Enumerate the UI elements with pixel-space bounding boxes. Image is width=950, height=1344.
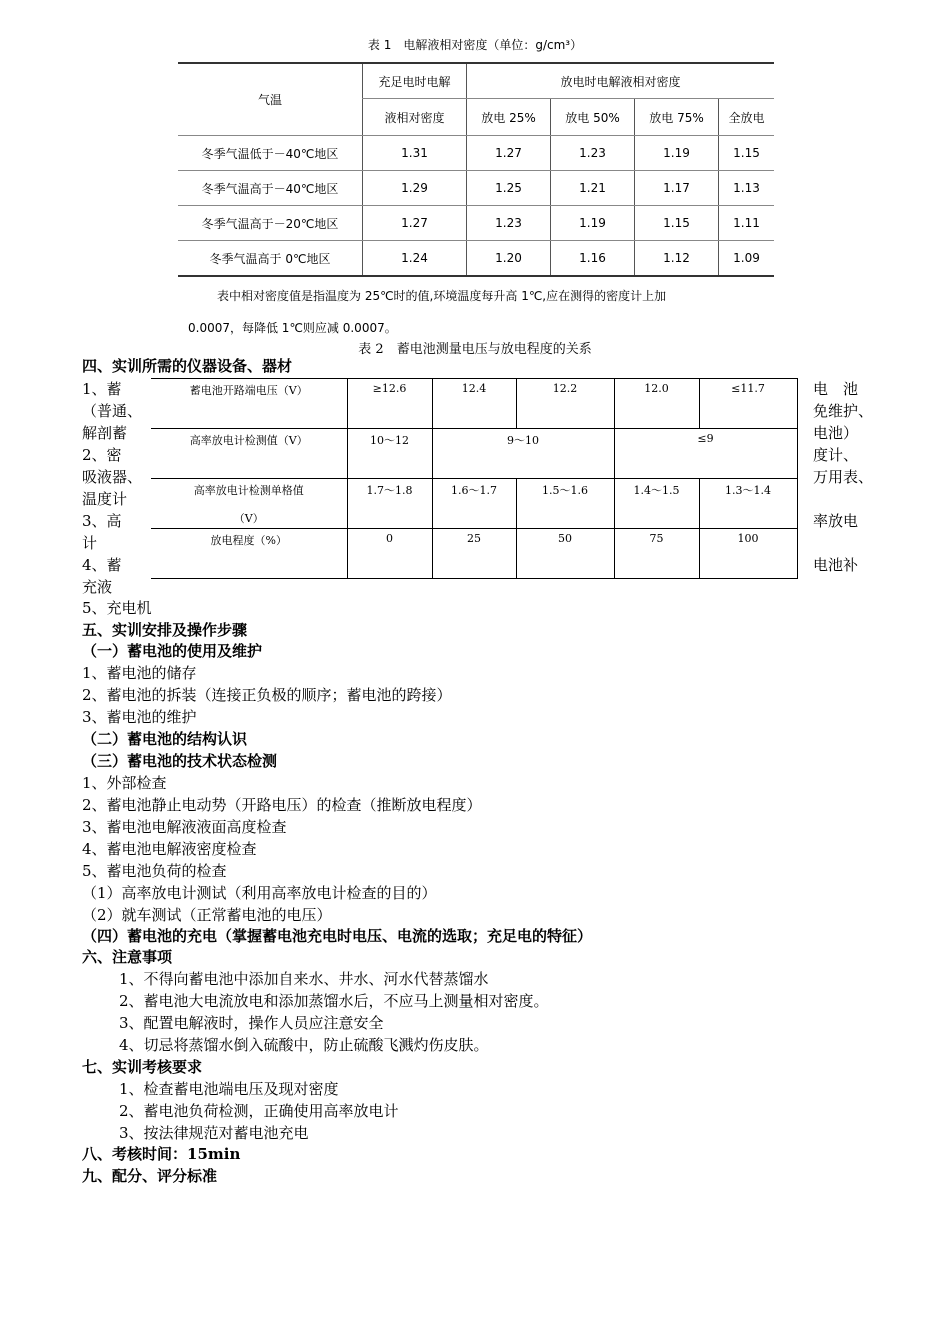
left-line: 吸液器、 [82, 468, 143, 486]
list-item: 1、检查蓄电池端电压及现对密度 [119, 1080, 339, 1098]
cell: 1.5～1.6 [516, 479, 614, 529]
row-label: 放电程度（%） [151, 529, 347, 579]
cell: 1.12 [635, 241, 719, 277]
table1-note-line2: 0.0007，每降低 1℃则应减 0.0007。 [188, 321, 397, 335]
section5-sub3: （三）蓄电池的技术状态检测 [82, 752, 278, 770]
section6-heading: 六、注意事项 [82, 948, 173, 966]
cell: 1.31 [363, 136, 467, 171]
cell: ≤11.7 [699, 379, 797, 429]
left-line: 充液 [82, 578, 113, 596]
row-label: 高率放电计检测值（V） [151, 429, 347, 479]
list-item: 2、蓄电池大电流放电和添加蒸馏水后，不应马上测量相对密度。 [119, 992, 549, 1010]
cell: 9～10 [432, 429, 614, 479]
cell: 1.3～1.4 [699, 479, 797, 529]
list-item: （2）就车测试（正常蓄电池的电压） [82, 906, 332, 924]
right-line: 电池补 [813, 556, 859, 574]
cell: 1.20 [467, 241, 551, 277]
header-discharge-25: 放电 25% [467, 99, 551, 136]
header-temperature: 气温 [178, 63, 363, 136]
equipment-left-text [82, 378, 142, 598]
cell: 1.27 [363, 206, 467, 241]
section8-heading: 八、考核时间：15min [82, 1145, 241, 1163]
list-item: 2、蓄电池静止电动势（开路电压）的检查（推断放电程度） [82, 796, 482, 814]
cell: 1.09 [719, 241, 775, 277]
section9-heading: 九、配分、评分标准 [82, 1167, 218, 1185]
header-discharge-75: 放电 75% [635, 99, 719, 136]
section7-heading: 七、实训考核要求 [82, 1058, 203, 1076]
cell: 1.15 [635, 206, 719, 241]
cell: 12.2 [516, 379, 614, 429]
cell: 1.25 [467, 171, 551, 206]
equipment-item-5: 5、充电机 [82, 599, 152, 617]
cell: 1.29 [363, 171, 467, 206]
table1-note-line1: 表中相对密度值是指温度为 25℃时的值,环境温度每升高 1℃,应在测得的密度计上加 [217, 289, 667, 303]
list-item: 4、蓄电池电解液密度检查 [82, 840, 257, 858]
cell: 1.16 [551, 241, 635, 277]
table-row [178, 241, 774, 277]
electrolyte-density-table [178, 62, 774, 277]
voltage-discharge-table [151, 378, 798, 579]
row-label-line2: （V） [233, 512, 264, 525]
list-item: 1、蓄电池的储存 [82, 664, 197, 682]
section5-sub1: （一）蓄电池的使用及维护 [82, 642, 263, 660]
list-item: 3、按法律规范对蓄电池充电 [119, 1124, 309, 1142]
cell: 75 [614, 529, 699, 579]
cell: 1.13 [719, 171, 775, 206]
row-label: 冬季气温低于－40℃地区 [178, 136, 363, 171]
list-item: 3、配置电解液时，操作人员应注意安全 [119, 1014, 384, 1032]
cell: 1.15 [719, 136, 775, 171]
cell: 1.24 [363, 241, 467, 277]
cell: ≤9 [614, 429, 797, 479]
list-item: 3、蓄电池电解液液面高度检查 [82, 818, 287, 836]
header-full-charge-line1: 充足电时电解 [363, 63, 467, 99]
right-line: 率放电 [813, 512, 859, 530]
section5-sub4: （四）蓄电池的充电（掌握蓄电池充电时电压、电流的选取；充足电的特征） [82, 927, 593, 945]
row-label: 冬季气温高于－40℃地区 [178, 171, 363, 206]
left-line: 2、密 [82, 446, 122, 464]
list-item: 1、不得向蓄电池中添加自来水、井水、河水代替蒸馏水 [119, 970, 489, 988]
table-row [151, 479, 797, 529]
cell: 12.0 [614, 379, 699, 429]
list-item: 1、外部检查 [82, 774, 167, 792]
table2-caption: 表 2 蓄电池测量电压与放电程度的关系 [358, 342, 592, 357]
right-line: 电池） [813, 424, 859, 442]
cell: 12.4 [432, 379, 516, 429]
table-row [178, 171, 774, 206]
right-line: 电 池 [813, 380, 859, 398]
table-row [151, 429, 797, 479]
right-line: 万用表、 [813, 468, 874, 486]
list-item: 4、切忌将蒸馏水倒入硫酸中，防止硫酸飞溅灼伤皮肤。 [119, 1036, 489, 1054]
list-item: 3、蓄电池的维护 [82, 708, 197, 726]
row-label: 冬季气温高于 0℃地区 [178, 241, 363, 277]
header-full-charge-line2: 液相对密度 [363, 99, 467, 136]
cell: 1.23 [551, 136, 635, 171]
cell: 1.23 [467, 206, 551, 241]
list-item: 2、蓄电池负荷检测，正确使用高率放电计 [119, 1102, 399, 1120]
cell: 1.17 [635, 171, 719, 206]
table-row [178, 136, 774, 171]
cell: 1.11 [719, 206, 775, 241]
table1-caption: 表 1 电解液相对密度（单位：g/cm³） [367, 38, 583, 52]
cell: 1.21 [551, 171, 635, 206]
list-item: 2、蓄电池的拆装（连接正负极的顺序；蓄电池的跨接） [82, 686, 452, 704]
cell: 100 [699, 529, 797, 579]
cell: 10～12 [347, 429, 432, 479]
list-item: 5、蓄电池负荷的检查 [82, 862, 227, 880]
header-full-discharge: 全放电 [719, 99, 775, 136]
list-item: （1）高率放电计测试（利用高率放电计检查的目的） [82, 884, 437, 902]
left-line: 3、高 [82, 512, 122, 530]
cell: 1.19 [635, 136, 719, 171]
cell: 1.7～1.8 [347, 479, 432, 529]
row-label: 冬季气温高于－20℃地区 [178, 206, 363, 241]
table-row [151, 529, 797, 579]
left-line: 计 [82, 534, 98, 552]
right-line: 免维护、 [813, 402, 874, 420]
left-line: 解剖蓄 [82, 424, 128, 442]
cell: 1.27 [467, 136, 551, 171]
left-line: 1、蓄 [82, 380, 122, 398]
left-line: 温度计 [82, 490, 128, 508]
row-label-line1: 高率放电计检测单格值 [193, 484, 304, 497]
cell: 50 [516, 529, 614, 579]
cell: 1.4～1.5 [614, 479, 699, 529]
equipment-right-text [813, 378, 873, 576]
cell: ≥12.6 [347, 379, 432, 429]
left-line: （普通、 [82, 402, 143, 420]
header-discharge-50: 放电 50% [551, 99, 635, 136]
row-label [151, 479, 347, 529]
left-line: 4、蓄 [82, 556, 122, 574]
table-row [151, 379, 797, 429]
section4-heading: 四、实训所需的仪器设备、器材 [82, 357, 293, 375]
section5-heading: 五、实训安排及操作步骤 [82, 621, 248, 639]
cell: 1.6～1.7 [432, 479, 516, 529]
table-row [178, 206, 774, 241]
cell: 25 [432, 529, 516, 579]
right-line: 度计、 [813, 446, 859, 464]
section5-sub2: （二）蓄电池的结构认识 [82, 730, 248, 748]
header-discharge-group: 放电时电解液相对密度 [467, 63, 775, 99]
cell: 0 [347, 529, 432, 579]
cell: 1.19 [551, 206, 635, 241]
row-label: 蓄电池开路端电压（V） [151, 379, 347, 429]
